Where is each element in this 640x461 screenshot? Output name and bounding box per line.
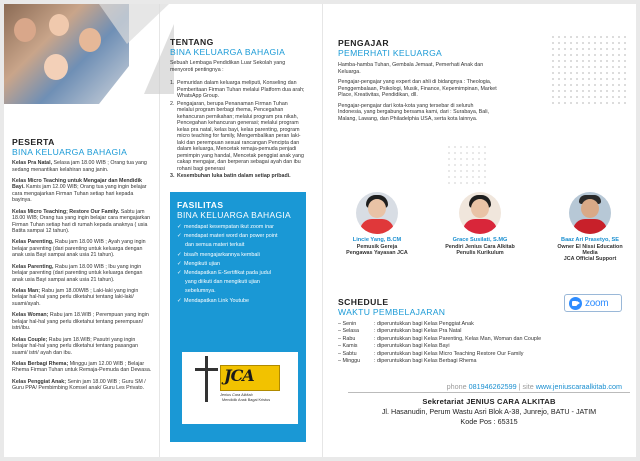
schedule-text: : diperuntukkan bagi Kelas Parenting, Kelas Man, Woman dan Couple — [374, 335, 542, 342]
item-text: Sabtu jam 18.00 WIB; Orang tua yang ingin belajar cara mengajarkan Firman Tuhan setiap hari di rumah kepada anaknya ( usia Batita sampai 12 tahun). — [12, 208, 151, 235]
check-icon: ✓ — [177, 233, 182, 240]
schedule-day: – Minggu — [338, 358, 374, 365]
peserta-item — [12, 312, 152, 332]
item-label: Kelas Man; — [12, 287, 40, 294]
site-label: site — [522, 382, 534, 391]
list-number: 1. — [170, 80, 175, 86]
list-number: 2. — [170, 100, 175, 107]
item-label: Kelas Micro Teaching; Restore Our Family. — [12, 208, 120, 215]
logo-tagline: Mendidik Anak Bagai Kristus — [222, 398, 271, 402]
peserta-title: PESERTA — [12, 137, 55, 147]
peserta-item — [12, 379, 152, 392]
fasilitas-item — [185, 288, 299, 295]
item-text: Kamis jam 12.00 WIB; Orang tua yang ingin belajar cara mengajarkan Firman Tuhan setiap hari kepada bayinya. — [12, 184, 147, 204]
zoom-badge — [564, 294, 622, 312]
fasilitas-text: sebelumnya. — [185, 288, 216, 295]
peserta-subtitle: BINA KELUARGA BAHAGIA — [12, 147, 128, 157]
tentang-subtitle: BINA KELUARGA BAHAGIA — [170, 47, 286, 57]
item-text: Selasa jam 18.00 WIB ; Orang tua yang sedang menantikan kelahiran sang janin. — [12, 160, 147, 173]
schedule-text: : diperuntukkan bagi Kelas Penggiat Anak — [374, 321, 474, 327]
speaker-name: Baaz Ari Prasetyo, SE — [561, 237, 619, 243]
avatar — [459, 192, 501, 234]
check-icon: ✓ — [177, 269, 182, 276]
check-icon: ✓ — [177, 297, 182, 304]
fasilitas-title: FASILITAS — [177, 200, 224, 210]
item-label: Kelas Berbagi Rhema; — [12, 360, 69, 367]
pengajar-intro — [338, 62, 498, 126]
pengajar-paragraph: Pengajar-pengajar yang expert dan ahli di bidangnya : Theologia, Penggembalaan, Psikologi, Musik, Finance, Kepemimpinan, Market Place, Kreativitas, Pendidikan, dll. — [338, 79, 497, 98]
item-label: Kelas Couple; — [12, 336, 48, 343]
schedule-text: : diperuntukkan bagi Kelas Berbagi Rhema — [374, 358, 477, 365]
check-icon: ✓ — [177, 224, 182, 230]
schedule-row — [338, 351, 598, 358]
schedule-row — [338, 328, 598, 335]
peserta-item — [12, 209, 152, 235]
tentang-list — [170, 80, 305, 181]
schedule-subtitle: WAKTU PEMBELAJARAN — [338, 307, 446, 317]
fasilitas-item — [185, 242, 299, 249]
schedule-title: SCHEDULE — [338, 297, 389, 307]
list-text: Pengajaran, berupa Penanaman Firman Tuhan melalui program berbagi rhema, Pencegahan kehancuran pernikahan; melalui program pra nikah, Pencegahan kehancuran generasi; melalui program kelas pra natal, kelas bayi, kelas parenting, program micro teaching for family, Mengembalikan peran laki-laki dan perempuan sesuai rancangan Pencipta dan dalam keluarga, Mencetak remaja-pemuda penjadi pemimpin yang handal, Mencetak penggiat anak yang cakap mengajar, dan berperan sebagai ayah dan ibu rohani bagi generasi — [177, 100, 304, 172]
item-label: Kelas Parenting, — [12, 263, 54, 270]
speaker-name: Grace Susilati, S.MG — [452, 237, 508, 243]
list-text: Pemuridan dalam keluarga meliputi, Konseling dan Pemberitaan Firman Tuhan melalui Platform dua arah; WhatsApp Group. — [177, 80, 305, 99]
tentang-list-item — [170, 80, 305, 100]
item-text: Rabu jam 18.WIB; Pasutri yang ingin belajar hal-hal yang perlu diketahui tentang pasangan suami/ istri/ ayah dan ibu. — [12, 336, 139, 356]
schedule-row — [338, 336, 598, 343]
pengajar-heading — [338, 38, 442, 58]
peserta-item — [12, 178, 152, 204]
item-text: Minggu jam 12.00 WIB ; Belajar Rhema Firman Tuhan untuk Remaja-Pemuda dan Dewasa. — [12, 360, 152, 374]
speaker-card — [342, 192, 412, 256]
schedule-day: – Rabu — [338, 336, 374, 343]
avatar-body — [360, 219, 394, 234]
zoom-label: zoom — [585, 297, 609, 309]
cross-icon — [195, 368, 218, 371]
fasilitas-item — [177, 233, 299, 240]
schedule-text: : diperuntukkan bagi Kelas Micro Teaching Restore Our Family — [374, 350, 524, 357]
speaker-role: JCA Official Support — [563, 256, 617, 263]
pengajar-subtitle: PEMERHATI KELUARGA — [338, 48, 443, 58]
divider — [348, 392, 630, 393]
video-camera-icon — [569, 297, 582, 310]
avatar-face — [368, 199, 386, 218]
phone-number[interactable]: 081946262599 — [468, 382, 517, 391]
address-title: Sekretariat JENIUS CARA ALKITAB — [422, 397, 556, 406]
speaker-card — [445, 192, 515, 256]
peserta-item — [12, 239, 152, 259]
schedule-text: : diperuntukkan bagi Kelas Pra Natal — [374, 328, 462, 335]
peserta-heading — [12, 137, 127, 157]
pengajar-paragraph: Pengajar-pengajar dari kota-kota yang tersebar di seluruh Indonesia, yang bergabung bersama kami, dari : Surabaya, Bali, Malang, Lawang, dan Philadelphia USA, serta kota lainnya. — [338, 102, 490, 122]
item-label: Kelas Micro Teaching untuk Mengajar dan Mendidik Bayi. — [12, 177, 142, 191]
fasilitas-text: bisa/h mengajarkannya kembali — [184, 251, 260, 258]
fasilitas-subtitle: BINA KELUARGA BAHAGIA — [177, 210, 292, 220]
fasilitas-item — [177, 252, 299, 259]
avatar-face — [581, 199, 599, 218]
schedule-day: – Senin — [338, 321, 374, 328]
address-line: Jl. Hasanudin, Perum Wastu Asri Blok A-38, Junrejo, BATU - JATIM — [381, 407, 597, 416]
fasilitas-item — [177, 298, 299, 305]
schedule-row — [338, 358, 598, 365]
item-text: Senin jam 18.00 WIB ; Guru SM / Guru PPA/ Pembimbing Komsel anak/ Guru Les Privato. — [12, 378, 146, 392]
fasilitas-text: mendapat kesempatan ikut zoom inar — [184, 224, 274, 230]
speaker-role: Penulis Kurikulum — [456, 249, 504, 256]
peserta-item — [12, 160, 152, 173]
contact-line: phone 081946262599 | site www.jeniuscaraalkitab.com — [446, 382, 622, 391]
peserta-item — [12, 288, 152, 308]
address-block — [348, 397, 630, 426]
address-postal: Kode Pos : 65315 — [460, 416, 518, 426]
jca-logo — [182, 352, 298, 424]
item-text: Rabu jam 18.WIB ; Perempuan yang ingin belajar hal-hal yang perlu diketahui tentang perempuan/ istri/ibu. — [12, 312, 149, 332]
schedule-day: – Selasa — [338, 328, 374, 335]
item-label: Kelas Pra Natal, — [12, 160, 53, 166]
speaker-role: Pendiri Jenius Cara Alkitab — [445, 243, 515, 250]
avatar-body — [573, 219, 607, 234]
pengajar-title: PENGAJAR — [338, 38, 389, 48]
avatar-body — [463, 219, 497, 234]
item-label: Kelas Woman; — [12, 312, 49, 319]
list-text: Kesembuhan luka batin dalam setiap pribadi. — [177, 173, 291, 179]
item-text: Rabu jam 18.00 WIB ; Ayah yang ingin belajar parenting (dari parenting untuk keluarga dengan anak usia Bayi sampai anak usia 21 tahun). — [12, 239, 146, 259]
avatar — [569, 192, 611, 234]
logo-subtitle: Jenius Cara Alkitab — [220, 393, 253, 397]
tentang-list-item — [170, 101, 305, 173]
speaker-list — [338, 192, 636, 292]
speaker-role: Pengawas Yayasan JCA — [346, 249, 408, 256]
check-icon: ✓ — [177, 260, 182, 267]
schedule-text: : diperuntukkan bagi Kelas Bayi — [374, 343, 450, 350]
schedule-day: – Sabtu — [338, 351, 374, 358]
item-text: Rabu jam 18.00WIB ; Laki-laki yang ingin belajar hal-hal yang perlu diketahui tentang laki-laki/ suami/ayah. — [12, 287, 139, 307]
brochure-page — [4, 4, 636, 457]
fasilitas-box — [170, 192, 306, 442]
fasilitas-text: Mendapatkan Link Youtube — [184, 297, 250, 304]
schedule-row — [338, 343, 598, 350]
fasilitas-text: Mendapatkan E-Sertifikat pada judul — [184, 269, 271, 276]
tentang-list-item — [170, 173, 305, 180]
fasilitas-item — [177, 224, 299, 231]
peserta-item — [12, 361, 152, 374]
fasilitas-item — [185, 279, 299, 286]
fasilitas-text: mendapat materi word dan power point — [184, 233, 278, 240]
speaker-name: Lincie Yang, B.CM — [352, 237, 402, 243]
site-link[interactable]: www.jeniuscaraalkitab.com — [535, 382, 622, 391]
speaker-role: Owner El Nissi Education Media — [557, 243, 623, 256]
fasilitas-item — [177, 270, 299, 277]
item-label: Kelas Parenting, — [12, 239, 54, 246]
list-number: 3. — [170, 173, 175, 179]
fasilitas-text: yang diikuti dan mengikuti ujian — [185, 279, 260, 286]
avatar-face — [471, 199, 489, 218]
peserta-list — [12, 160, 152, 396]
tentang-heading — [170, 37, 330, 57]
logo-mark: JCA — [224, 366, 254, 385]
peserta-item — [12, 337, 152, 357]
speaker-card — [550, 192, 630, 262]
fasilitas-item — [177, 261, 299, 268]
item-text: Rabu jam 18.00 WIB ; Ibu yang ingin belajar parenting (dari parenting untuk keluarga dengan anak usia Bayi sampai anak usia 21 tahun). — [12, 263, 143, 283]
schedule-heading — [338, 297, 445, 317]
pengajar-paragraph: Hamba-hamba Tuhan, Gembala Jemaat, Pemerhati Anak dan Keluarga. — [338, 62, 484, 75]
schedule-day: – Kamis — [338, 343, 374, 350]
cross-icon — [205, 356, 208, 402]
item-label: Kelas Penggiat Anak; — [12, 378, 66, 385]
fold-line — [322, 4, 323, 457]
fasilitas-text: dan semua materi terkait — [185, 242, 245, 249]
pengajar-panel — [338, 4, 636, 457]
tentang-title: TENTANG — [170, 37, 214, 47]
schedule-list — [338, 321, 598, 365]
peserta-item — [12, 264, 152, 284]
speaker-role: Pemusik Gereja — [356, 243, 398, 250]
fasilitas-text: Mengikuti ujian — [184, 260, 220, 267]
check-icon: ✓ — [177, 251, 182, 258]
phone-label: phone — [446, 382, 467, 391]
tentang-intro: Sebuah Lembaga Pendidikan Luar Sekolah yang menyoroti pentingnya : — [170, 60, 286, 73]
schedule-row — [338, 321, 598, 328]
avatar — [356, 192, 398, 234]
